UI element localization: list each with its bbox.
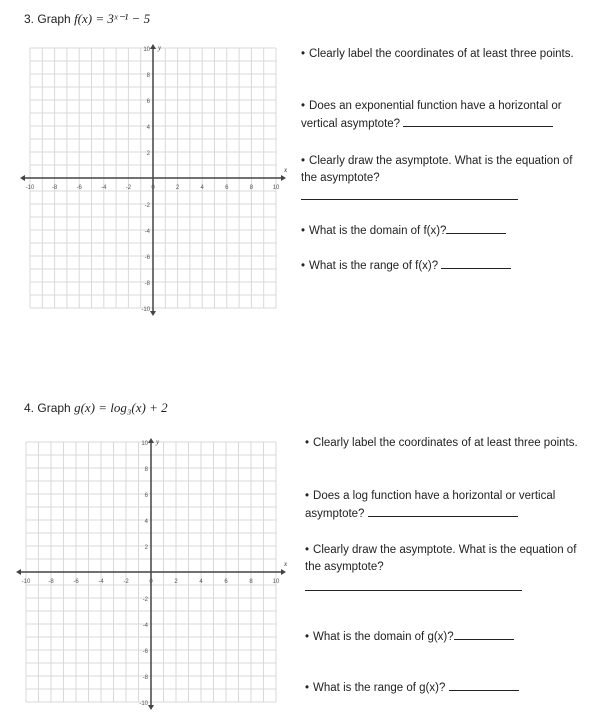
x-tick-label: 2 [175,185,180,191]
bullet-icon: • [301,225,306,237]
coordinate-grid-problem-3 [18,44,294,316]
bullet-icon: • [305,490,310,502]
grid-svg [18,44,294,316]
x-tick-label: 0 [149,579,153,585]
answer-line[interactable] [305,590,522,591]
bullet-icon: • [305,682,310,694]
x-tick-label: 4 [199,579,203,585]
y-tick-label: -2 [144,203,150,209]
x-tick-label: 0 [151,185,155,191]
problem-number: 3. [24,12,35,26]
question-text: Clearly label the coordinates of at least three points. [309,48,574,60]
y-tick-label: -2 [142,597,148,603]
question-text: What is the range of f(x)? [309,260,439,272]
bullet-icon: • [305,544,310,556]
graph-label: Graph [37,12,71,26]
x-tick-label: -2 [123,579,129,585]
x-tick-label: -4 [101,185,107,191]
question-text: What is the domain of g(x)? [313,631,454,643]
y-tick-label: -10 [141,307,150,313]
answer-line[interactable] [403,115,553,127]
question-label-points [305,435,590,452]
y-arrow-icon [150,311,156,316]
y-arrow-icon [150,44,156,49]
y-tick-label: 2 [146,151,150,157]
question-draw-asymptote [305,542,590,576]
y-tick-label: 2 [144,545,148,551]
question-domain [301,222,586,240]
answer-line[interactable] [449,679,519,691]
y-arrow-icon [148,438,154,443]
y-axis-label: y [156,438,160,446]
x-tick-label: -8 [48,579,54,585]
y-tick-label: 4 [146,125,150,131]
x-arrow-icon [20,175,25,181]
y-tick-label: 8 [144,467,148,473]
y-axis-label: y [158,44,162,52]
y-tick-label: 4 [144,519,148,525]
coordinate-grid-problem-4 [14,438,294,710]
y-tick-label: 10 [141,441,148,447]
bullet-icon: • [305,631,310,643]
answer-line[interactable] [441,257,511,269]
problem-number: 4. [24,401,35,415]
x-axis-label: x [284,166,288,174]
x-arrow-icon [16,569,21,575]
answer-line[interactable] [454,628,514,640]
x-arrow-icon [281,569,286,575]
y-tick-label: -8 [144,281,150,287]
answer-line[interactable] [368,505,518,517]
x-tick-label: 10 [272,185,280,191]
y-tick-label: -8 [142,675,148,681]
x-tick-label: 6 [224,579,228,585]
y-tick-label: -10 [139,701,148,707]
y-tick-label: 8 [146,73,150,79]
y-tick-label: -6 [142,649,148,655]
y-tick-label: -6 [144,255,150,261]
y-tick-label: 6 [144,493,148,499]
question-text: Clearly label the coordinates of at least three points. [313,437,578,449]
answer-line[interactable] [301,199,518,200]
question-range [301,257,586,275]
x-tick-label: 8 [249,185,254,191]
x-tick-label: 2 [174,579,178,585]
grid-svg [14,438,294,710]
x-arrow-icon [281,175,286,181]
question-asymptote-type [301,98,586,133]
y-tick-label: -4 [144,229,150,235]
x-tick-label: -6 [76,185,82,191]
x-tick-label: -8 [51,185,58,191]
x-tick-label: 8 [249,579,253,585]
question-text: Clearly draw the asymptote. What is the equation of the asymptote? [301,155,573,184]
question-domain [305,628,590,646]
question-label-points [301,46,586,63]
question-text: What is the domain of f(x)? [309,225,447,237]
question-asymptote-type [305,488,590,523]
function-expression: g(x) = log₃(x) + 2 [74,400,168,415]
bullet-icon: • [301,48,306,60]
answer-line[interactable] [446,222,506,234]
x-tick-label: -2 [125,185,132,191]
x-tick-label: -10 [25,185,35,191]
x-tick-label: 6 [225,185,229,191]
question-text: What is the range of g(x)? [313,682,446,694]
question-range [305,679,590,697]
x-tick-label: -4 [98,579,104,585]
bullet-icon: • [301,100,306,112]
bullet-icon: • [301,260,306,272]
x-tick-label: 4 [200,185,204,191]
problem-4-title [24,400,168,416]
bullet-icon: • [305,437,310,449]
problem-3-title [24,11,150,27]
question-text: Clearly draw the asymptote. What is the equation of the asymptote? [305,544,577,573]
question-text: Does a log function have a horizontal or vertical asymptote? [305,490,556,520]
x-tick-label: -10 [21,579,31,585]
function-expression: f(x) = 3ˣ⁻¹ − 5 [74,11,151,26]
bullet-icon: • [301,155,306,167]
graph-label: Graph [37,401,71,415]
question-text: Does an exponential function have a horizontal or vertical asymptote? [301,100,562,130]
y-tick-label: -4 [142,623,148,629]
y-tick-label: 6 [146,99,150,105]
x-tick-label: 10 [272,579,280,585]
question-draw-asymptote [301,153,586,187]
y-arrow-icon [148,705,154,710]
x-tick-label: -6 [73,579,79,585]
x-axis-label: x [284,560,288,568]
y-tick-label: 10 [143,47,150,53]
